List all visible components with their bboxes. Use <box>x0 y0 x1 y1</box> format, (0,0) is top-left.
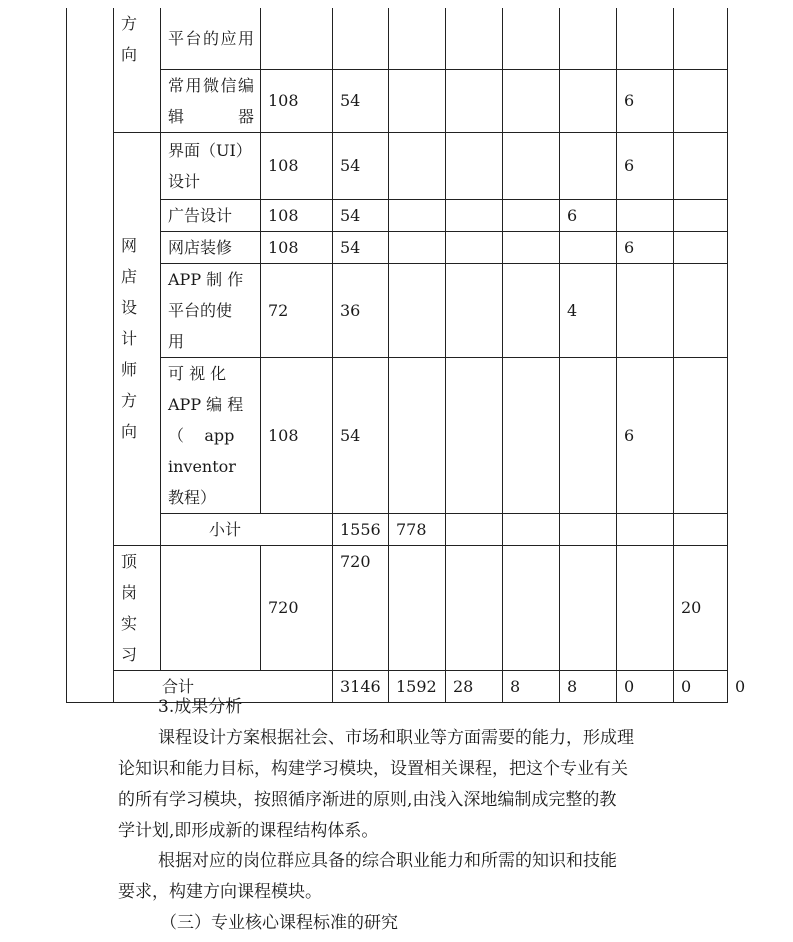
hours-cell: 54 <box>333 357 389 513</box>
table-cell <box>446 132 503 199</box>
semester-hours-cell: 0 <box>617 670 674 702</box>
table-row <box>67 231 728 263</box>
hours-cell: 108 <box>261 231 333 263</box>
table-cell <box>503 69 560 132</box>
semester-hours-cell: 28 <box>446 670 503 702</box>
course-name-cell: 常用微信编辑器 <box>161 69 261 132</box>
group-char: 计 <box>121 329 138 348</box>
group-char: 实 <box>121 613 138 633</box>
table-row <box>67 8 728 69</box>
paragraph-line: 的所有学习模块，按照循序渐进的原则,由浅入深地编制成完整的教 <box>118 790 617 810</box>
course-line: APP 制 作 <box>168 269 244 289</box>
course-line: （ app <box>168 425 235 445</box>
table-cell <box>446 263 503 357</box>
group-char: 设 <box>121 298 138 317</box>
table-row <box>67 513 728 545</box>
course-name-cell: 网店装修 <box>161 231 261 263</box>
table-row: 合计 3146 1592 28 8 8 0 0 0 <box>67 670 728 702</box>
hours-cell: 108 <box>261 199 333 231</box>
table-row <box>67 263 728 357</box>
table-cell <box>446 545 503 670</box>
course-line: APP 编 程 <box>168 394 244 414</box>
table-cell <box>389 545 446 670</box>
table-cell <box>503 545 560 670</box>
table-cell <box>617 8 674 69</box>
hours-cell: 778 <box>389 513 446 545</box>
paragraph-line: 课程设计方案根据社会、市场和职业等方面需要的能力，形成理 <box>158 728 634 748</box>
table-cell <box>446 513 503 545</box>
course-line: 用 <box>168 331 185 351</box>
table-cell <box>389 8 446 69</box>
course-line: 可 视 化 <box>168 363 227 383</box>
table-cell <box>389 69 446 132</box>
group-char: 方 <box>121 391 138 410</box>
table-row <box>67 132 728 199</box>
table-cell <box>560 513 617 545</box>
table-cell <box>503 8 560 69</box>
table-cell <box>446 357 503 513</box>
course-line: 教程） <box>168 487 217 507</box>
semester-hours-cell: 4 <box>560 263 617 357</box>
course-line: inventor <box>168 456 236 476</box>
table-cell <box>389 199 446 231</box>
semester-hours-cell: 8 <box>560 670 617 702</box>
table-cell <box>560 357 617 513</box>
heading-section-three: （三）专业核心课程标准的研究 <box>160 913 398 933</box>
table-cell <box>674 263 728 357</box>
course-name-cell: 平台的应用 <box>161 8 261 69</box>
group-char: 网 <box>121 236 138 255</box>
table-cell <box>389 263 446 357</box>
table-cell <box>503 132 560 199</box>
table-cell <box>503 231 560 263</box>
group-char: 岗 <box>121 582 138 602</box>
table-cell <box>446 231 503 263</box>
table-cell <box>503 199 560 231</box>
semester-hours-cell: 20 <box>674 545 728 670</box>
course-name-cell <box>161 263 261 357</box>
hours-cell: 36 <box>333 263 389 357</box>
group-char: 向 <box>121 45 138 64</box>
hours-cell: 108 <box>261 69 333 132</box>
semester-hours-cell: 8 <box>503 670 560 702</box>
course-name-cell <box>161 357 261 513</box>
table-cell <box>389 132 446 199</box>
group-char: 方 <box>121 14 138 33</box>
paragraph-module-building <box>118 846 678 908</box>
course-name-cell <box>161 545 261 670</box>
semester-hours-cell: 6 <box>560 199 617 231</box>
table-cell <box>446 69 503 132</box>
course-plan-table <box>66 8 746 703</box>
table-cell <box>560 69 617 132</box>
table-row <box>67 357 728 513</box>
hours-cell: 1592 <box>389 670 446 702</box>
table-cell <box>389 231 446 263</box>
hours-cell: 54 <box>333 199 389 231</box>
table-cell <box>674 199 728 231</box>
course-line: 平台的使 <box>168 300 233 320</box>
table-cell <box>261 8 333 69</box>
semester-hours-cell: 0 <box>674 670 728 702</box>
hours-cell: 3146 <box>333 670 389 702</box>
table-cell <box>560 231 617 263</box>
table-cell <box>674 231 728 263</box>
group-char: 顶 <box>121 551 138 571</box>
table-cell <box>446 8 503 69</box>
subtotal-label: 小计 <box>161 513 333 545</box>
hours-cell: 54 <box>333 132 389 199</box>
table-row <box>67 545 728 670</box>
outer-category-cell <box>67 8 114 702</box>
semester-hours-cell: 6 <box>617 132 674 199</box>
hours-cell: 1556 <box>333 513 389 545</box>
hours-cell: 72 <box>261 263 333 357</box>
table-cell <box>674 8 728 69</box>
total-label: 合计 <box>114 670 333 702</box>
semester-hours-cell: 6 <box>617 231 674 263</box>
paragraph-curriculum-design <box>118 723 678 847</box>
heading-results-analysis: 3.成果分析 <box>158 697 243 717</box>
table-cell <box>560 8 617 69</box>
table-cell <box>674 69 728 132</box>
group-shop-designer-cell <box>114 132 161 545</box>
semester-hours-cell: 6 <box>617 357 674 513</box>
group-web-direction-cell <box>114 8 161 132</box>
group-char: 店 <box>121 267 138 286</box>
paragraph-line: 根据对应的岗位群应具备的综合职业能力和所需的知识和技能 <box>158 851 617 871</box>
paragraph-line: 论知识和能力目标，构建学习模块，设置相关课程，把这个专业有关 <box>118 759 628 779</box>
table-cell <box>389 357 446 513</box>
table-cell <box>617 199 674 231</box>
group-char: 师 <box>121 360 138 379</box>
semester-hours-cell: 6 <box>617 69 674 132</box>
course-name-cell: 广告设计 <box>161 199 261 231</box>
table-cell <box>503 513 560 545</box>
table-cell <box>674 132 728 199</box>
paragraph-line: 要求，构建方向课程模块。 <box>118 882 322 902</box>
course-name-cell: 界面（UI）设计 <box>161 132 261 199</box>
paragraph-line: 学计划,即形成新的课程结构体系。 <box>118 821 379 841</box>
hours-cell: 54 <box>333 69 389 132</box>
table-cell <box>446 199 503 231</box>
table-cell <box>674 513 728 545</box>
hours-cell: 54 <box>333 231 389 263</box>
hours-cell: 720 <box>261 545 333 670</box>
table-row <box>67 69 728 132</box>
group-char: 向 <box>121 422 138 441</box>
hours-cell: 720 <box>333 545 389 670</box>
table-cell <box>560 545 617 670</box>
group-internship-cell <box>114 545 161 670</box>
table-cell <box>617 513 674 545</box>
table-cell <box>333 8 389 69</box>
table-cell <box>503 357 560 513</box>
hours-cell: 108 <box>261 132 333 199</box>
group-char: 习 <box>121 644 138 664</box>
table-row <box>67 199 728 231</box>
table-cell <box>503 263 560 357</box>
hours-cell: 108 <box>261 357 333 513</box>
table-cell <box>617 545 674 670</box>
table-cell <box>674 357 728 513</box>
table-cell <box>617 263 674 357</box>
table-cell <box>560 132 617 199</box>
